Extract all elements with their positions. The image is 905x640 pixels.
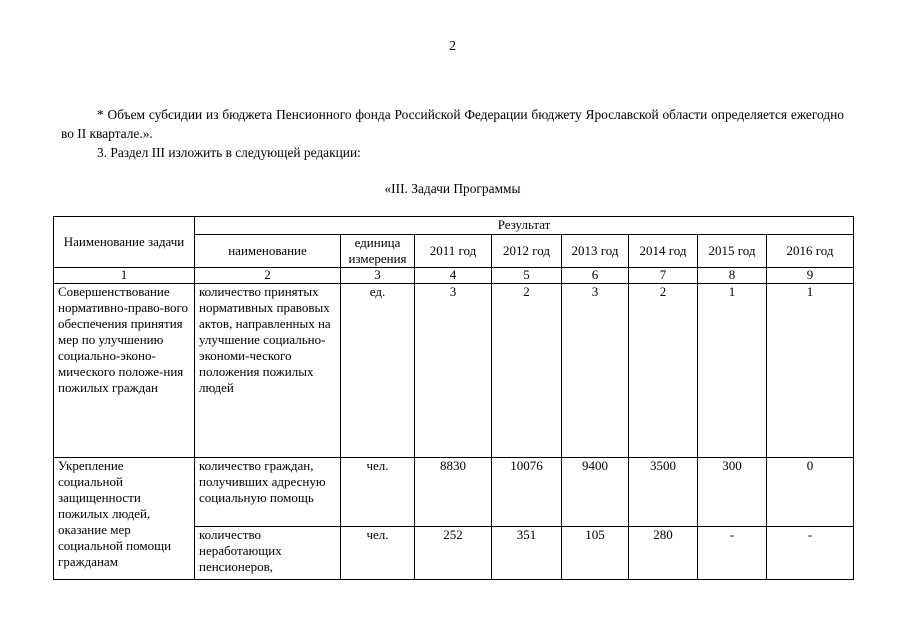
value-cell: - <box>698 527 767 580</box>
column-number: 8 <box>698 268 767 284</box>
header-year: 2014 год <box>629 235 698 268</box>
header-name: наименование <box>195 235 341 268</box>
value-cell: 351 <box>492 527 562 580</box>
task-cell: Укрепление социальной защищенности пожилых людей, оказание мер социальной помощи гражданам <box>54 458 195 580</box>
value-cell: 1 <box>698 284 767 458</box>
header-year: 2012 год <box>492 235 562 268</box>
column-number: 7 <box>629 268 698 284</box>
unit-cell: чел. <box>341 458 415 527</box>
footnote-paragraph: * Объем субсидии из бюджета Пенсионного фонда Российской Федерации бюджету Ярославской области определяется ежегодно во II квартале.». <box>61 107 844 141</box>
column-number: 1 <box>54 268 195 284</box>
column-number-row <box>54 268 854 284</box>
value-cell: 300 <box>698 458 767 527</box>
unit-cell: ед. <box>341 284 415 458</box>
page-number: 2 <box>449 39 456 54</box>
value-cell: 2 <box>492 284 562 458</box>
column-number: 2 <box>195 268 341 284</box>
value-cell: 105 <box>562 527 629 580</box>
column-number: 3 <box>341 268 415 284</box>
indicator-cell: количество граждан, получивших адресную социальную помощь <box>195 458 341 527</box>
header-year: 2011 год <box>415 235 492 268</box>
column-number: 9 <box>767 268 854 284</box>
task-cell: Совершенствование нормативно-право-вого обеспечения принятия мер по улучшению социально-эконо-мического положе-ния пожилых граждан <box>54 284 195 458</box>
value-cell: 2 <box>629 284 698 458</box>
value-cell: 0 <box>767 458 854 527</box>
header-row-1 <box>54 217 854 235</box>
item3-paragraph: 3. Раздел III изложить в следующей редакции: <box>97 145 361 160</box>
header-year: 2015 год <box>698 235 767 268</box>
table-row <box>54 284 854 458</box>
header-unit: единица измерения <box>341 235 415 268</box>
indicator-cell: количество неработающих пенсионеров, <box>195 527 341 580</box>
table-row <box>54 458 854 527</box>
value-cell: 10076 <box>492 458 562 527</box>
value-cell: 252 <box>415 527 492 580</box>
unit-cell: чел. <box>341 527 415 580</box>
header-year: 2016 год <box>767 235 854 268</box>
value-cell: 1 <box>767 284 854 458</box>
header-year: 2013 год <box>562 235 629 268</box>
section-title: «III. Задачи Программы <box>384 181 521 196</box>
column-number: 5 <box>492 268 562 284</box>
tasks-table <box>53 216 854 580</box>
value-cell: 3 <box>415 284 492 458</box>
header-task-name: Наименование задачи <box>54 217 195 268</box>
value-cell: 9400 <box>562 458 629 527</box>
value-cell: 280 <box>629 527 698 580</box>
column-number: 4 <box>415 268 492 284</box>
indicator-cell: количество принятых нормативных правовых актов, направленных на улучшение социально-экономи-ческого положения пожилых людей <box>195 284 341 458</box>
header-result: Результат <box>195 217 854 235</box>
value-cell: 3500 <box>629 458 698 527</box>
value-cell: 3 <box>562 284 629 458</box>
column-number: 6 <box>562 268 629 284</box>
value-cell: 8830 <box>415 458 492 527</box>
value-cell: - <box>767 527 854 580</box>
